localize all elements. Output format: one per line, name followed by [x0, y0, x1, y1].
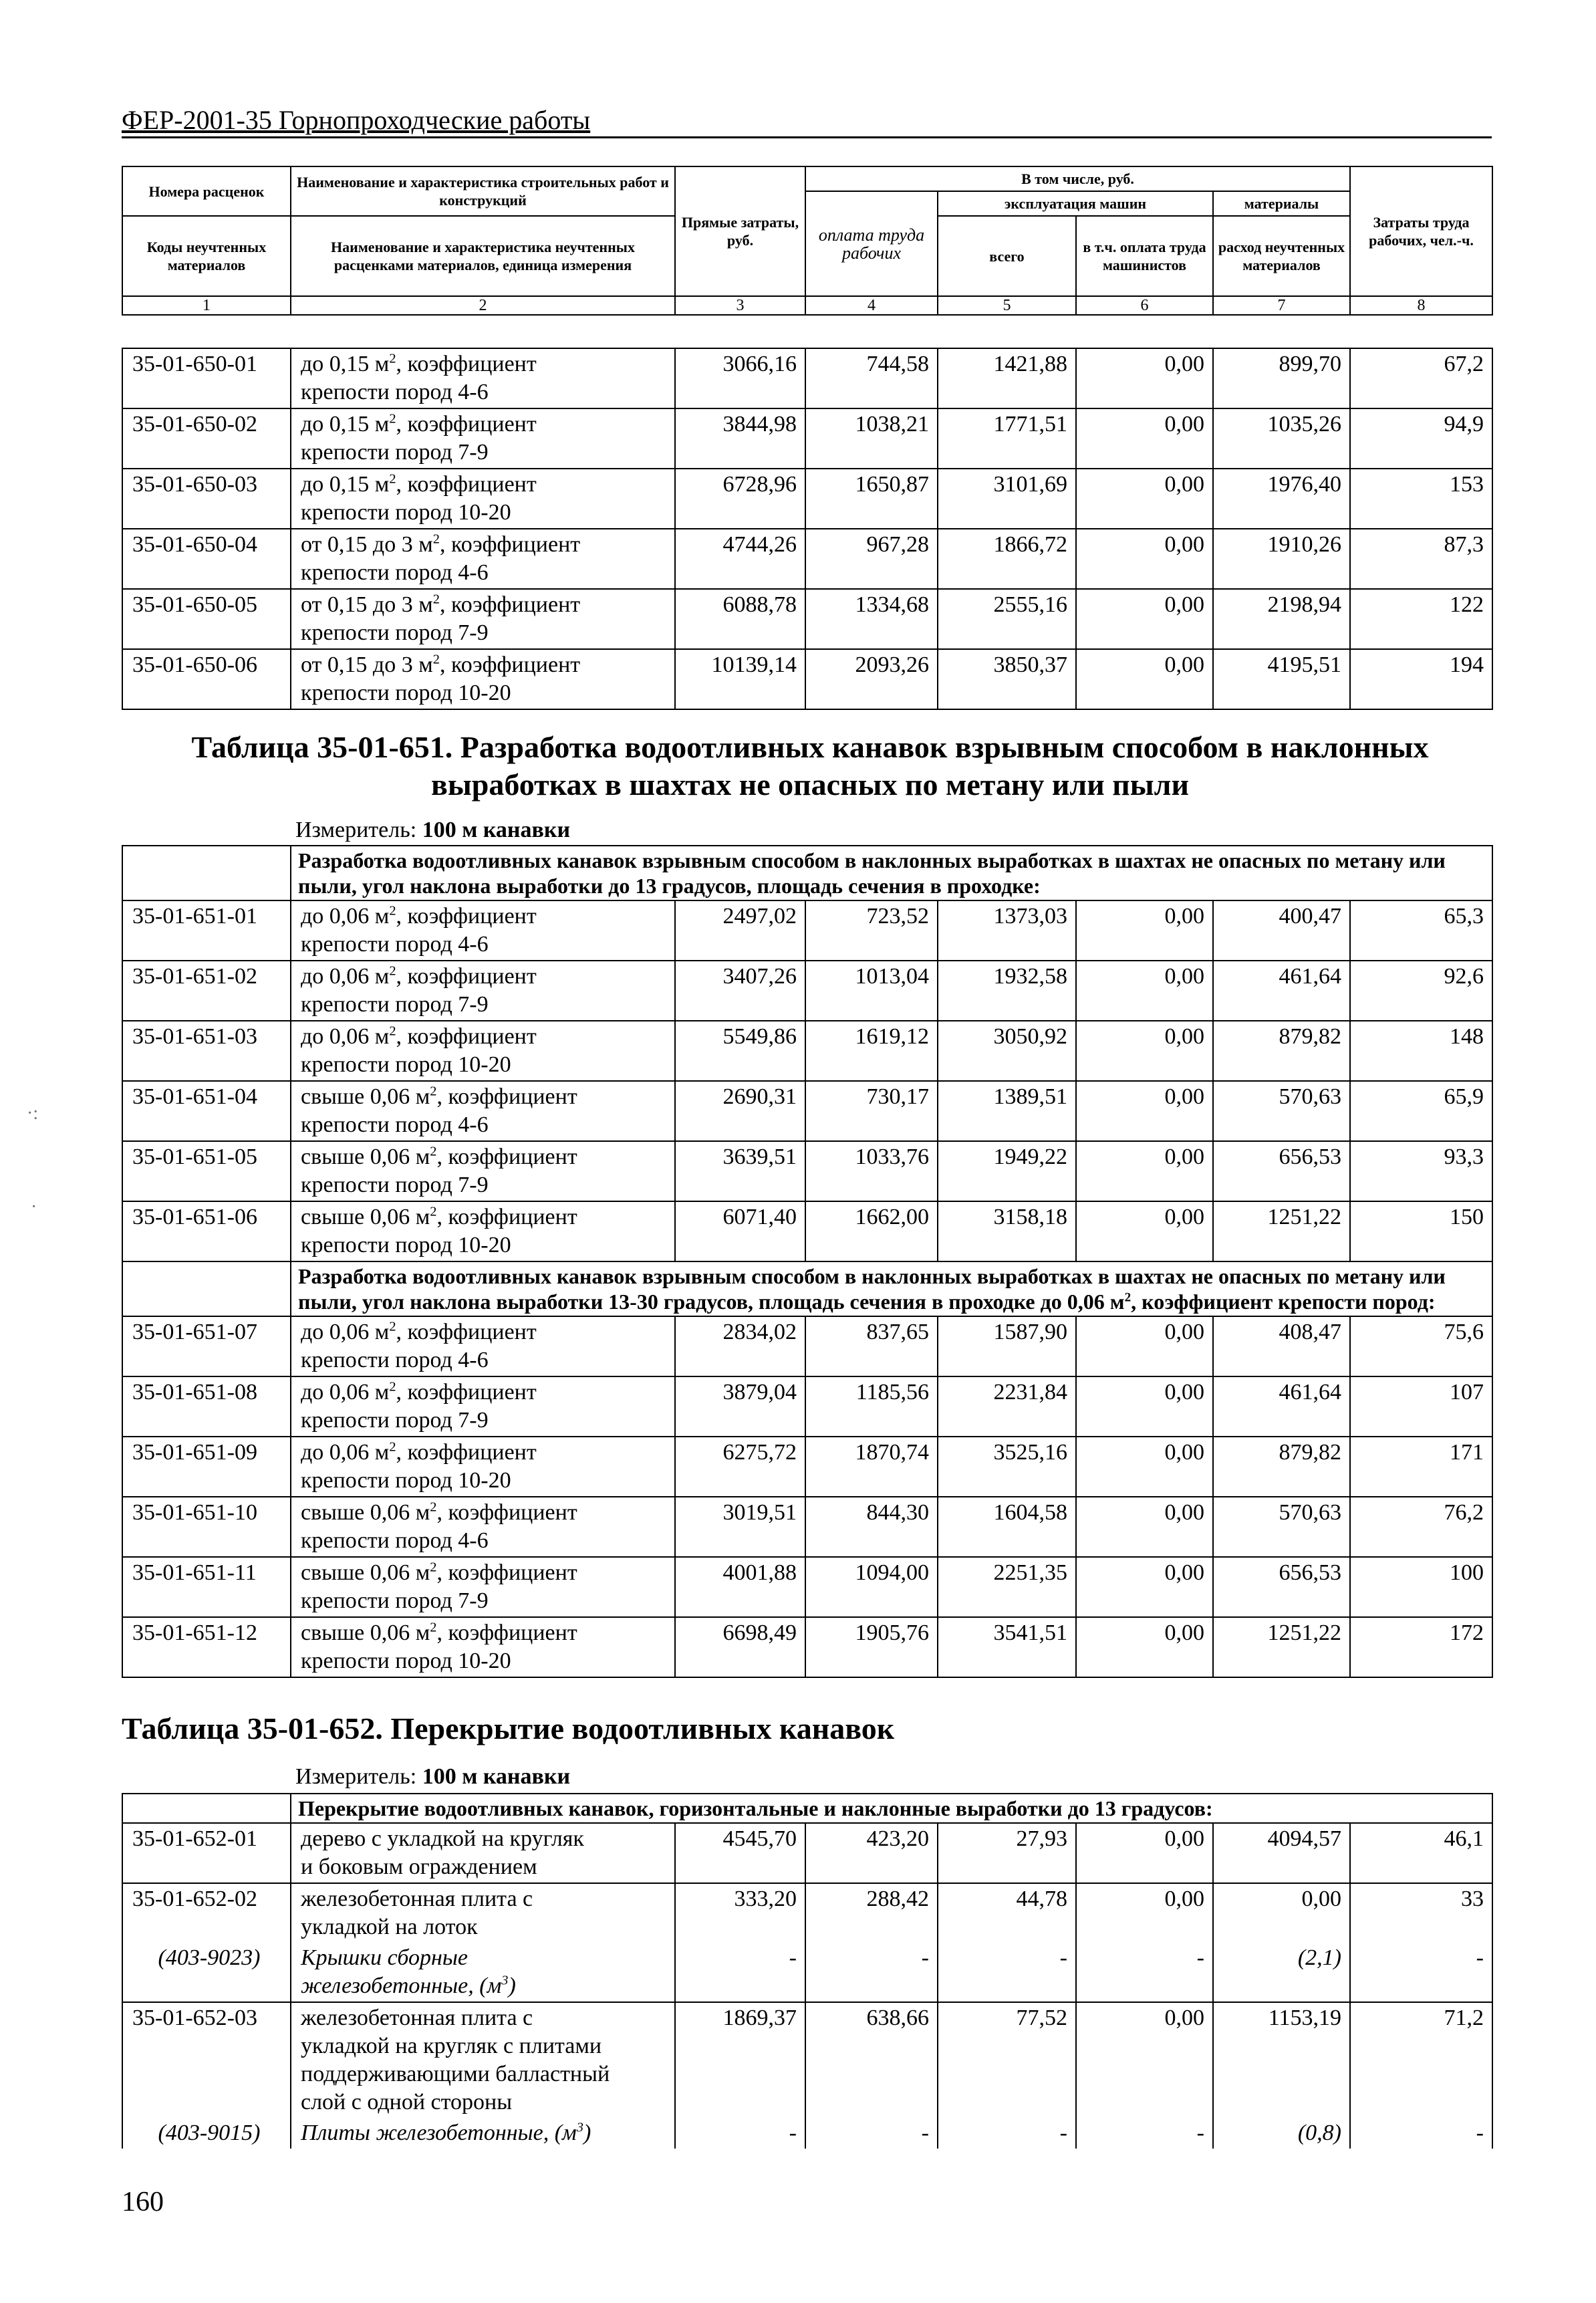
rate-name: до 0,15 $м^2$, коэффициент крепости пород 10-20	[291, 469, 675, 529]
rate-code: 35-01-651-04	[122, 1081, 291, 1141]
section-spacer	[122, 1794, 291, 1823]
labor-hours: 150	[1350, 1201, 1492, 1261]
table-row	[122, 408, 1492, 469]
column-number: 8	[1350, 296, 1492, 315]
meter-value: 100 м канавки	[422, 1764, 571, 1789]
table-651-title-line2: выработках в шахтах не опасных по метану или пыли	[431, 767, 1189, 802]
direct-costs: 3844,98	[675, 408, 805, 469]
table-row	[122, 1081, 1492, 1141]
machines-total: 3050,92	[938, 1021, 1076, 1081]
header-material-use: расход неучтенных материалов	[1213, 216, 1350, 296]
table-row	[122, 529, 1492, 589]
table-row	[122, 1497, 1492, 1557]
worker-wage: 1094,00	[805, 1557, 938, 1617]
direct-costs: 3019,51	[675, 1497, 805, 1557]
materials-cost: 1251,22	[1213, 1201, 1350, 1261]
worker-wage: 1038,21	[805, 408, 938, 469]
worker-wage: 723,52	[805, 900, 938, 961]
direct-costs: 2690,31	[675, 1081, 805, 1141]
column-header-table	[122, 166, 1493, 316]
machinist-wage: 0,00	[1076, 649, 1213, 709]
labor-hours: 87,3	[1350, 529, 1492, 589]
direct-costs: 10139,14	[675, 649, 805, 709]
materials-cost: 656,53	[1213, 1141, 1350, 1201]
direct-costs: 3879,04	[675, 1376, 805, 1437]
machinist-wage: 0,00	[1076, 589, 1213, 649]
labor-hours: -	[1350, 1943, 1492, 2002]
table-651-title-line1: Таблица 35-01-651. Разработка водоотливных канавок взрывным способом в наклонных	[191, 730, 1429, 764]
table-row	[122, 469, 1492, 529]
materials-cost: 570,63	[1213, 1497, 1350, 1557]
machinist-wage: 0,00	[1076, 2002, 1213, 2118]
table-row	[122, 1437, 1492, 1497]
machines-total: 3525,16	[938, 1437, 1076, 1497]
worker-wage: 744,58	[805, 348, 938, 408]
header-machines-total: всего	[938, 216, 1076, 296]
direct-costs: 333,20	[675, 1883, 805, 1943]
machines-total: 1604,58	[938, 1497, 1076, 1557]
table-row	[122, 1201, 1492, 1261]
materials-cost: 408,47	[1213, 1316, 1350, 1376]
worker-wage: 288,42	[805, 1883, 938, 1943]
table-row	[122, 900, 1492, 961]
rate-name: до 0,06 $м^2$, коэффициент крепости пород 7-9	[291, 1376, 675, 1437]
rate-name: до 0,06 $м^2$, коэффициент крепости пород 4-6	[291, 900, 675, 961]
worker-wage: 967,28	[805, 529, 938, 589]
header-worker-wage: оплата труда рабочих	[805, 191, 938, 296]
labor-hours: 194	[1350, 649, 1492, 709]
rate-code: 35-01-651-05	[122, 1141, 291, 1201]
rate-code: 35-01-651-02	[122, 961, 291, 1021]
worker-wage: 1870,74	[805, 1437, 938, 1497]
machinist-wage: 0,00	[1076, 408, 1213, 469]
direct-costs: -	[675, 1943, 805, 2002]
document-title: ФЕР-2001-35 Горнопроходческие работы	[122, 105, 591, 135]
materials-cost: 899,70	[1213, 348, 1350, 408]
material-code: (403-9023)	[122, 1943, 291, 2002]
worker-wage: 1619,12	[805, 1021, 938, 1081]
rate-name: от 0,15 до 3 $м^2$, коэффициент крепости пород 4-6	[291, 529, 675, 589]
header-machinist-wage: в т.ч. оплата труда машинистов	[1076, 216, 1213, 296]
table-row	[122, 1557, 1492, 1617]
labor-hours: 65,3	[1350, 900, 1492, 961]
materials-cost: 1251,22	[1213, 1617, 1350, 1677]
scan-speck: ·	[31, 1197, 37, 1217]
labor-hours: 75,6	[1350, 1316, 1492, 1376]
labor-hours: 93,3	[1350, 1141, 1492, 1201]
machines-total: 1932,58	[938, 961, 1076, 1021]
machines-total: 1866,72	[938, 529, 1076, 589]
table-row	[122, 961, 1492, 1021]
machines-total: 44,78	[938, 1883, 1076, 1943]
machinist-wage: 0,00	[1076, 1201, 1213, 1261]
table-652-title	[122, 1710, 1498, 1747]
machinist-wage: 0,00	[1076, 1376, 1213, 1437]
direct-costs: 2834,02	[675, 1316, 805, 1376]
worker-wage: 1013,04	[805, 961, 938, 1021]
page-number: 160	[122, 2187, 164, 2217]
rate-name: до 0,15 $м^2$, коэффициент крепости пород 4-6	[291, 348, 675, 408]
machinist-wage: 0,00	[1076, 1081, 1213, 1141]
machines-total: 3158,18	[938, 1201, 1076, 1261]
machinist-wage: 0,00	[1076, 348, 1213, 408]
worker-wage: 1185,56	[805, 1376, 938, 1437]
rate-code: 35-01-650-05	[122, 589, 291, 649]
labor-hours: 172	[1350, 1617, 1492, 1677]
table-row	[122, 1617, 1492, 1677]
direct-costs: 4545,70	[675, 1823, 805, 1883]
labor-hours: 65,9	[1350, 1081, 1492, 1141]
rate-name: свыше 0,06 $м^2$, коэффициент крепости пород 10-20	[291, 1617, 675, 1677]
machines-total: 2231,84	[938, 1376, 1076, 1437]
direct-costs: -	[675, 2118, 805, 2149]
table-651-meter	[295, 817, 570, 844]
column-number: 5	[938, 296, 1076, 315]
materials-cost: 0,00	[1213, 1883, 1350, 1943]
direct-costs: 2497,02	[675, 900, 805, 961]
direct-costs: 6071,40	[675, 1201, 805, 1261]
machines-total: 1373,03	[938, 900, 1076, 961]
machines-total: 3101,69	[938, 469, 1076, 529]
meter-value: 100 м канавки	[422, 818, 571, 842]
table-row	[122, 1376, 1492, 1437]
machinist-wage: -	[1076, 2118, 1213, 2149]
labor-hours: 171	[1350, 1437, 1492, 1497]
worker-wage: -	[805, 1943, 938, 2002]
table-650	[122, 348, 1493, 710]
column-number: 2	[291, 296, 675, 315]
header-material-codes: Коды неучтенных материалов	[122, 216, 291, 296]
materials-cost: 4195,51	[1213, 649, 1350, 709]
machines-total: 2251,35	[938, 1557, 1076, 1617]
table-652-meter	[295, 1764, 570, 1790]
material-name: Плиты железобетонные, $(м^3)$	[291, 2118, 675, 2149]
materials-cost: 1976,40	[1213, 469, 1350, 529]
header-rate-numbers: Номера расценок	[122, 166, 291, 216]
header-labor-costs: Затраты труда рабочих, чел.-ч.	[1350, 166, 1492, 296]
section-spacer	[122, 846, 291, 900]
direct-costs: 6275,72	[675, 1437, 805, 1497]
table-row	[122, 2002, 1492, 2118]
worker-wage: 837,65	[805, 1316, 938, 1376]
machinist-wage: 0,00	[1076, 1823, 1213, 1883]
header-materials: материалы	[1213, 191, 1350, 216]
direct-costs: 3066,16	[675, 348, 805, 408]
machinist-wage: 0,00	[1076, 1437, 1213, 1497]
materials-cost: 461,64	[1213, 1376, 1350, 1437]
rate-code: 35-01-652-02	[122, 1883, 291, 1943]
rate-code: 35-01-650-06	[122, 649, 291, 709]
rate-code: 35-01-651-08	[122, 1376, 291, 1437]
meter-label: Измеритель:	[295, 818, 422, 842]
direct-costs: 4744,26	[675, 529, 805, 589]
machinist-wage: 0,00	[1076, 469, 1213, 529]
labor-hours: 107	[1350, 1376, 1492, 1437]
labor-hours: 94,9	[1350, 408, 1492, 469]
machinist-wage: 0,00	[1076, 900, 1213, 961]
worker-wage: 1650,87	[805, 469, 938, 529]
column-number: 3	[675, 296, 805, 315]
direct-costs: 3407,26	[675, 961, 805, 1021]
table-652-section: Перекрытие водоотливных канавок, горизонтальные и наклонные выработки до 13 градусов:	[291, 1794, 1492, 1823]
rate-code: 35-01-650-01	[122, 348, 291, 408]
rate-code: 35-01-651-12	[122, 1617, 291, 1677]
worker-wage: 730,17	[805, 1081, 938, 1141]
rate-name: до 0,15 $м^2$, коэффициент крепости пород 7-9	[291, 408, 675, 469]
direct-costs: 5549,86	[675, 1021, 805, 1081]
machinist-wage: 0,00	[1076, 1141, 1213, 1201]
materials-cost: (0,8)	[1213, 2118, 1350, 2149]
materials-cost: 570,63	[1213, 1081, 1350, 1141]
worker-wage: 1662,00	[805, 1201, 938, 1261]
materials-cost: 879,82	[1213, 1437, 1350, 1497]
machines-total: 1949,22	[938, 1141, 1076, 1201]
table-651-title	[122, 729, 1498, 804]
machines-total: 3541,51	[938, 1617, 1076, 1677]
labor-hours: 92,6	[1350, 961, 1492, 1021]
worker-wage: 1334,68	[805, 589, 938, 649]
rate-name: до 0,06 $м^2$, коэффициент крепости пород 10-20	[291, 1021, 675, 1081]
machines-total: 77,52	[938, 2002, 1076, 2118]
materials-cost: 1035,26	[1213, 408, 1350, 469]
labor-hours: 71,2	[1350, 2002, 1492, 2118]
labor-hours: 122	[1350, 589, 1492, 649]
materials-cost: 1910,26	[1213, 529, 1350, 589]
table-652	[122, 1793, 1493, 2149]
materials-cost: 1153,19	[1213, 2002, 1350, 2118]
header-direct-costs: Прямые затраты, руб.	[675, 166, 805, 296]
material-code: (403-9015)	[122, 2118, 291, 2149]
rate-name: дерево с укладкой на кругляк и боковым ограждением	[291, 1823, 675, 1883]
materials-cost: 656,53	[1213, 1557, 1350, 1617]
labor-hours: 100	[1350, 1557, 1492, 1617]
machines-total: -	[938, 1943, 1076, 2002]
column-number: 1	[122, 296, 291, 315]
material-name: Крышки сборные железобетонные, $(м^3)$	[291, 1943, 675, 2002]
table-651	[122, 845, 1493, 1678]
rate-code: 35-01-650-02	[122, 408, 291, 469]
table-651-section-2: Разработка водоотливных канавок взрывным способом в наклонных выработках в шахтах не опасных по метану или пыли, угол наклона выработки 13-30 градусов, площадь сечения в проходке до 0,06 $м^2$, коэффициент крепости пород:	[291, 1261, 1492, 1316]
rate-name: железобетонная плита с укладкой на лоток	[291, 1883, 675, 1943]
rate-code: 35-01-651-01	[122, 900, 291, 961]
rate-name: свыше 0,06 $м^2$, коэффициент крепости пород 7-9	[291, 1141, 675, 1201]
table-row	[122, 1316, 1492, 1376]
machinist-wage: 0,00	[1076, 1497, 1213, 1557]
materials-cost: 461,64	[1213, 961, 1350, 1021]
table-row	[122, 649, 1492, 709]
rate-code: 35-01-651-11	[122, 1557, 291, 1617]
labor-hours: 46,1	[1350, 1823, 1492, 1883]
machinist-wage: 0,00	[1076, 961, 1213, 1021]
machines-total: 1771,51	[938, 408, 1076, 469]
direct-costs: 6088,78	[675, 589, 805, 649]
worker-wage: 2093,26	[805, 649, 938, 709]
rate-name: железобетонная плита с укладкой на кругляк с плитами поддерживающими балластный слой с одной стороны	[291, 2002, 675, 2118]
table-row	[122, 1883, 1492, 1943]
machinist-wage: 0,00	[1076, 1316, 1213, 1376]
column-number: 4	[805, 296, 938, 315]
rate-name: свыше 0,06 $м^2$, коэффициент крепости пород 4-6	[291, 1081, 675, 1141]
header-work-name: Наименование и характеристика строительных работ и конструкций	[291, 166, 675, 216]
labor-hours: -	[1350, 2118, 1492, 2149]
rate-name: от 0,15 до 3 $м^2$, коэффициент крепости пород 10-20	[291, 649, 675, 709]
table-row	[122, 589, 1492, 649]
rate-name: до 0,06 $м^2$, коэффициент крепости пород 7-9	[291, 961, 675, 1021]
header-machines: эксплуатация машин	[938, 191, 1213, 216]
direct-costs: 1869,37	[675, 2002, 805, 2118]
machinist-wage: 0,00	[1076, 1883, 1213, 1943]
table-row	[122, 1823, 1492, 1883]
document-header	[122, 106, 1492, 138]
rate-code: 35-01-651-09	[122, 1437, 291, 1497]
machines-total: 3850,37	[938, 649, 1076, 709]
labor-hours: 67,2	[1350, 348, 1492, 408]
rate-code: 35-01-651-10	[122, 1497, 291, 1557]
materials-cost: 2198,94	[1213, 589, 1350, 649]
section-spacer	[122, 1261, 291, 1316]
worker-wage: -	[805, 2118, 938, 2149]
rate-code: 35-01-651-06	[122, 1201, 291, 1261]
column-number: 6	[1076, 296, 1213, 315]
machinist-wage: 0,00	[1076, 529, 1213, 589]
direct-costs: 6728,96	[675, 469, 805, 529]
labor-hours: 153	[1350, 469, 1492, 529]
rate-name: до 0,06 $м^2$, коэффициент крепости пород 10-20	[291, 1437, 675, 1497]
direct-costs: 3639,51	[675, 1141, 805, 1201]
rate-code: 35-01-651-03	[122, 1021, 291, 1081]
worker-wage: 638,66	[805, 2002, 938, 2118]
materials-cost: 400,47	[1213, 900, 1350, 961]
header-material-names: Наименование и характеристика неучтенных расценками материалов, единица измерения	[291, 216, 675, 296]
direct-costs: 4001,88	[675, 1557, 805, 1617]
table-651-section-1: Разработка водоотливных канавок взрывным способом в наклонных выработках в шахтах не опасных по метану или пыли, угол наклона выработки до 13 градусов, площадь сечения в проходке:	[291, 846, 1492, 900]
worker-wage: 1905,76	[805, 1617, 938, 1677]
meter-label: Измеритель:	[295, 1764, 422, 1789]
materials-cost: (2,1)	[1213, 1943, 1350, 2002]
rate-code: 35-01-650-03	[122, 469, 291, 529]
machines-total: -	[938, 2118, 1076, 2149]
machinist-wage: 0,00	[1076, 1557, 1213, 1617]
rate-code: 35-01-652-01	[122, 1823, 291, 1883]
table-row	[122, 1021, 1492, 1081]
rate-code: 35-01-652-03	[122, 2002, 291, 2118]
machinist-wage: 0,00	[1076, 1617, 1213, 1677]
labor-hours: 33	[1350, 1883, 1492, 1943]
machines-total: 1587,90	[938, 1316, 1076, 1376]
material-row	[122, 2118, 1492, 2149]
rate-code: 35-01-650-04	[122, 529, 291, 589]
machines-total: 1389,51	[938, 1081, 1076, 1141]
machines-total: 2555,16	[938, 589, 1076, 649]
materials-cost: 4094,57	[1213, 1823, 1350, 1883]
table-row	[122, 1141, 1492, 1201]
table-row	[122, 348, 1492, 408]
worker-wage: 1033,76	[805, 1141, 938, 1201]
worker-wage: 423,20	[805, 1823, 938, 1883]
rate-name: свыше 0,06 $м^2$, коэффициент крепости пород 7-9	[291, 1557, 675, 1617]
material-row	[122, 1943, 1492, 2002]
labor-hours: 76,2	[1350, 1497, 1492, 1557]
machines-total: 1421,88	[938, 348, 1076, 408]
machinist-wage: -	[1076, 1943, 1213, 2002]
worker-wage: 844,30	[805, 1497, 938, 1557]
rate-name: от 0,15 до 3 $м^2$, коэффициент крепости пород 7-9	[291, 589, 675, 649]
materials-cost: 879,82	[1213, 1021, 1350, 1081]
rate-code: 35-01-651-07	[122, 1316, 291, 1376]
scan-speck: ·:	[27, 1103, 39, 1124]
table-652-title-text: Таблица 35-01-652. Перекрытие водоотливных канавок	[122, 1711, 895, 1745]
machines-total: 27,93	[938, 1823, 1076, 1883]
labor-hours: 148	[1350, 1021, 1492, 1081]
header-including: В том числе, руб.	[805, 166, 1350, 191]
rate-name: свыше 0,06 $м^2$, коэффициент крепости пород 4-6	[291, 1497, 675, 1557]
column-number: 7	[1213, 296, 1350, 315]
machinist-wage: 0,00	[1076, 1021, 1213, 1081]
rate-name: свыше 0,06 $м^2$, коэффициент крепости пород 10-20	[291, 1201, 675, 1261]
direct-costs: 6698,49	[675, 1617, 805, 1677]
rate-name: до 0,06 $м^2$, коэффициент крепости пород 4-6	[291, 1316, 675, 1376]
